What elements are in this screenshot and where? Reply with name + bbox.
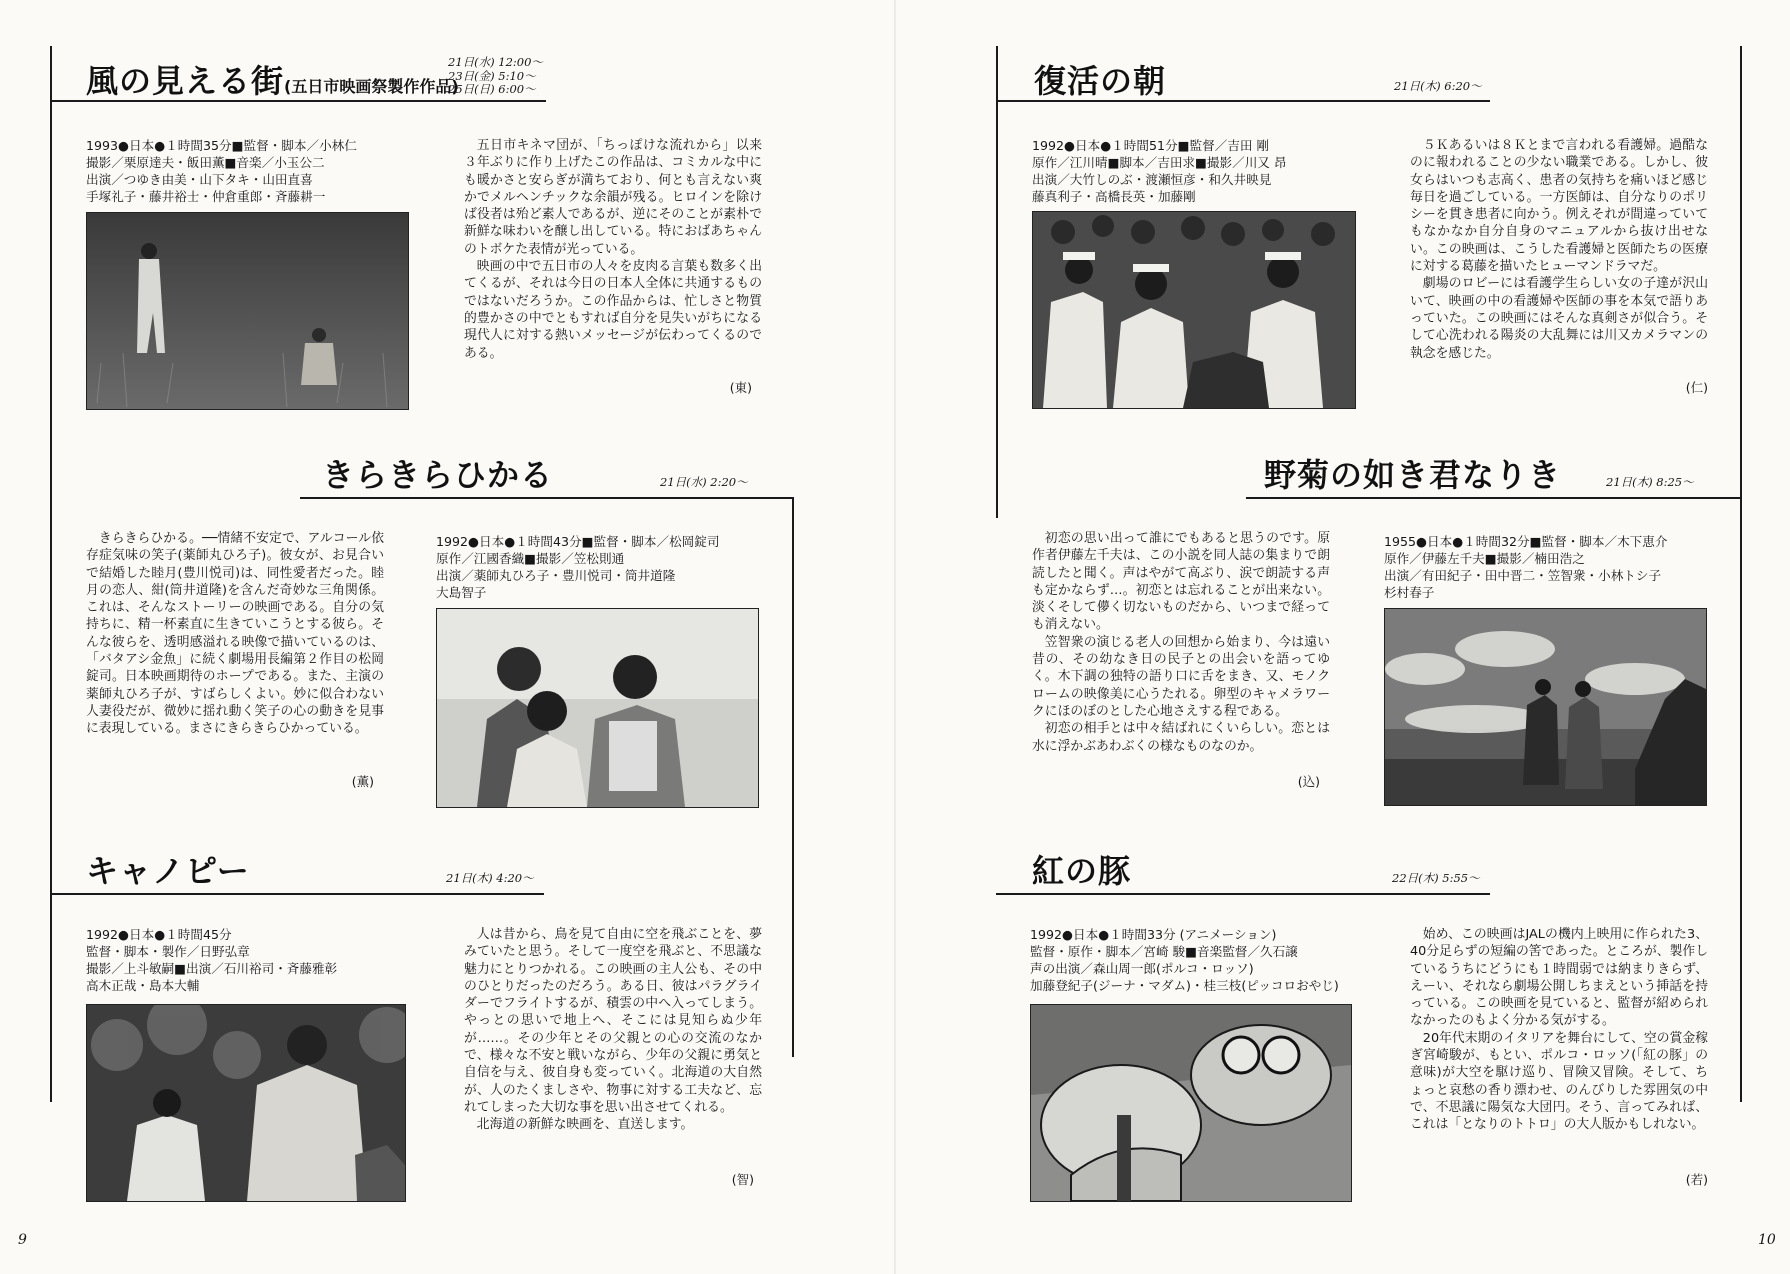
film-credits: 1992●日本●１時間51分■監督／吉田 剛 原作／江川晴■脚本／吉田求■撮影／川又 昂 出演／大竹しのぶ・渡瀬恒彦・和久井映見 藤真利子・高橋長英・加藤剛 xyxy=(1032,138,1287,204)
reviewer-initial: (東) xyxy=(729,380,752,395)
film-title: キャノピー xyxy=(86,852,250,890)
title-underline xyxy=(50,893,544,895)
film-title: 紅の豚 xyxy=(1032,852,1132,890)
film-credits: 1992●日本●１時間43分■監督・脚本／松岡錠司 原作／江國香織■撮影／笠松則通 出演／薬師丸ひろ子・豊川悦司・筒井道隆 大島智子 xyxy=(436,534,720,600)
film-subtitle: (五日市映画祭製作作品) xyxy=(284,77,459,96)
film-schedule: 21日(木) 8:25〜 xyxy=(1606,475,1694,489)
film-still-photo xyxy=(1032,211,1356,409)
film-title: 風の見える街(五日市映画祭製作作品) xyxy=(86,62,459,100)
film-credits: 1992●日本●１時間33分 (アニメーション) 監督・原作・脚本／宮崎 駿■音楽監督／久石譲 声の出演／森山周一郎(ポルコ・ロッソ) 加藤登紀子(ジーナ・マダム)・桂三枝(ピッコロおやじ) xyxy=(1030,927,1339,993)
film-still-photo xyxy=(1384,608,1707,806)
film-credits: 1992●日本●１時間45分 監督・脚本・製作／日野弘章 撮影／上斗敏嗣■出演／石川裕司・斉藤雅彰 高木正哉・島本大輔 xyxy=(86,927,338,993)
film-review: ５Ｋあるいは８Ｋとまで言われる看護婦。過酷なのに報われることの少ない職業である。しかし、彼女らはいつも志高く、患者の気持ちを痛いほど感じ毎日を過ごしている。一方医師は、自分なりのポリシーを貫き患者に向かう。例えそれが間違っていてもなかなか自分自身のマニュアルから抜け出せない。この映画は、こうした看護婦と医師たちの医療に対する葛藤を描いたヒューマンドラマだ。 劇場のロビーには看護学生らしい女の子達が沢山いて、映画の中の看護婦や医師の事を本気で語りあっていた。この映画にはそんな真剣さが似合う。そして心洗われる陽炎の大乱舞には川又カメラマンの執念を感じた。 xyxy=(1410,138,1708,361)
reviewer-initial: (込) xyxy=(1297,774,1320,789)
right-margin-rule xyxy=(792,497,794,1057)
left-margin-rule xyxy=(996,46,998,518)
film-review: きらきらひかる。──情緒不安定で、アルコール依存症気味の笑子(薬師丸ひろ子)。彼女が、お見合いで結婚した睦月(豊川悦司)は、同性愛者だった。睦月の恋人、紺(筒井道隆)を含んだ奇妙な三角関係。これは、そんなストーリーの映画である。自分の気持ちに、精一杯素直に生きていこうとする彼ら。そんな彼らを、透明感溢れる映像で描いているのは、「バタアシ金魚」に続く劇場用長編第２作目の松岡錠司。日本映画期待のホープである。また、主演の薬師丸ひろ子が、すばらしくよい。妙に似合わない人妻役だが、微妙に揺れ動く笑子の心の動きを見事に表現している。まさにきらきらひかっている。 xyxy=(86,531,384,737)
film-title: 復活の朝 xyxy=(1034,62,1167,100)
title-underline xyxy=(50,100,546,102)
left-margin-rule xyxy=(50,46,52,1102)
page-number: 10 xyxy=(1758,1232,1776,1248)
film-title: 野菊の如き君なりき xyxy=(1264,456,1562,494)
film-title: きらきらひかる xyxy=(322,456,554,494)
film-review: 五日市キネマ団が、「ちっぽけな流れから」以来３年ぶりに作り上げたこの作品は、コミカルな中にも暖かさと安らぎが満ちており、何とも言えない爽かでメルヘンチックな余韻が残る。ヒロインを除けば役者は殆ど素人であるが、逆にそのことが素朴で新鮮な味わいを醸し出している。特におばあちゃんのトボケた表情が光っている。 映画の中で五日市の人々を皮肉る言葉も数多く出てくるが、それは今日の日本人全体に共通するものではないだろうか。この作品からは、忙しさと物質的豊かさの中でともすれば自分を見失いがちになる現代人に対する熱いメッセージが伝わってくるのである。 xyxy=(464,138,762,361)
film-credits: 1955●日本●１時間32分■監督・脚本／木下恵介 原作／伊藤左千夫■撮影／楠田浩之 出演／有田紀子・田中晋二・笠智衆・小林トシ子 杉村春子 xyxy=(1384,534,1668,600)
page-number: 9 xyxy=(18,1232,27,1248)
film-review: 人は昔から、鳥を見て自由に空を飛ぶことを、夢みていたと思う。そして一度空を飛ぶと、不思議な魅力にとりつかれる。この映画の主人公も、その中のひとりだったのだろう。ある日、彼はパラグライダーでフライトするが、積雲の中へ入ってしまう。やっとの思いで地上へ、そこには見知らぬ少年が……。その少年とその父親との心の交流のなかで、様々な不安と戦いながら、少年の父親に勇気と自信を与え、彼自身も変っていく。北海道の大自然が、人のたくましさや、物事に対する工夫など、忘れてしまった大切な事を思い出させてくれる。 北海道の新鮮な映画を、直送します。 xyxy=(464,927,762,1133)
title-underline xyxy=(996,100,1490,102)
film-schedule: 21日(水) 12:00〜 23日(金) 5:10〜 25日(日) 6:00〜 xyxy=(448,55,543,96)
film-still-photo xyxy=(86,212,409,410)
right-margin-rule xyxy=(1740,46,1742,1102)
right-page xyxy=(896,0,1790,1274)
film-schedule: 22日(木) 5:55〜 xyxy=(1392,871,1480,885)
film-still-photo xyxy=(436,608,759,808)
film-schedule: 21日(木) 6:20〜 xyxy=(1394,79,1482,93)
film-credits: 1993●日本●１時間35分■監督・脚本／小林仁 撮影／栗原達夫・飯田薫■音楽／小玉公二 出演／つゆき由美・山下タキ・山田直喜 手塚礼子・藤井裕士・仲倉重郎・斉藤耕一 xyxy=(86,138,357,204)
film-review: 初恋の思い出って誰にでもあると思うのです。原作者伊藤左千夫は、この小説を同人誌の集まりで朗読したと聞く。声はやがて高ぶり、涙で朗読する声も定かならず…。初恋とは忘れることが出来ない。淡くそして儚く切ないものだから、いつまで経っても消えない。 笠智衆の演じる老人の回想から始まり、今は遠い昔の、その幼なき日の民子との出会いを語ってゆく。木下調の独特の語り口に舌をまき、又、モノクロームの映像美に心うたれる。卵型のキャメラワークにほのぼのとした心地さえする程である。 初恋の相手とは中々結ばれにくいらしい。恋とは水に浮かぶあわぶくの様なものなのか。 xyxy=(1032,531,1330,754)
film-schedule: 21日(水) 2:20〜 xyxy=(660,475,748,489)
film-review: 始め、この映画はJALの機内上映用に作られた3、40分足らずの短編の筈であった。ところが、製作しているうちにどうにも１時間弱では納まりきらず、えーい、それなら劇場公開しちまえという挿話を持っている。この映画を見ていると、監督が紹められなかったのもよく分かる気がする。 20年代末期のイタリアを舞台にして、空の賞金稼ぎ宮崎駿が、もとい、ポルコ・ロッソ(「紅の豚」の意味)が大空を駆け巡り、冒険又冒険。そして、ちょっと哀愁の香り漂わせ、のんびりした雰囲気の中で、不思議に陽気な大団円。そう、言ってみれば、これは「となりのトトロ」の大人版かもしれない。 xyxy=(1410,927,1708,1133)
title-underline xyxy=(996,893,1490,895)
title-underline xyxy=(1246,497,1742,499)
left-page xyxy=(0,0,894,1274)
film-schedule: 21日(木) 4:20〜 xyxy=(446,871,534,885)
film-still-photo xyxy=(1030,1004,1352,1202)
reviewer-initial: (智) xyxy=(731,1172,754,1187)
reviewer-initial: (薫) xyxy=(351,774,374,789)
title-underline xyxy=(300,497,794,499)
film-still-photo xyxy=(86,1004,406,1202)
reviewer-initial: (仁) xyxy=(1685,380,1708,395)
reviewer-initial: (若) xyxy=(1685,1172,1708,1187)
